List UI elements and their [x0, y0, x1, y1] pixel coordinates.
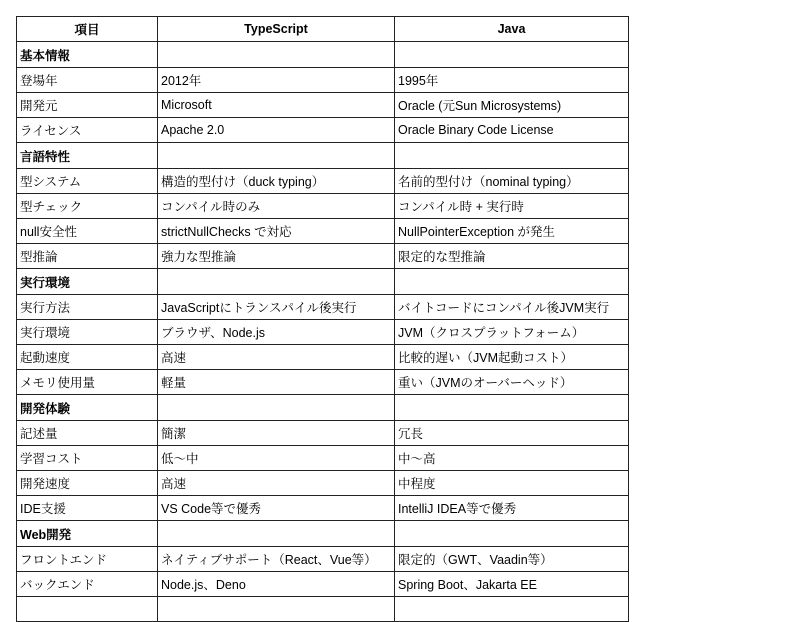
java-cell [395, 269, 629, 295]
java-cell [395, 143, 629, 169]
item-cell: 記述量 [17, 421, 158, 446]
java-cell: 名前的型付け（nominal typing） [395, 169, 629, 194]
table-row [17, 118, 629, 143]
item-cell: ライセンス [17, 118, 158, 143]
item-cell: 学習コスト [17, 446, 158, 471]
java-cell: Oracle (元Sun Microsystems) [395, 93, 629, 118]
table-row [17, 68, 629, 93]
java-cell: 限定的（GWT、Vaadin等） [395, 547, 629, 572]
java-cell: 限定的な型推論 [395, 244, 629, 269]
typescript-cell [158, 269, 395, 295]
table-row [17, 572, 629, 597]
item-cell: 起動速度 [17, 345, 158, 370]
item-cell: 実行環境 [17, 320, 158, 345]
table-row [17, 194, 629, 219]
section-row [17, 42, 629, 68]
header-item: 項目 [17, 17, 158, 42]
java-cell: バイトコードにコンパイル後JVM実行 [395, 295, 629, 320]
typescript-cell: Apache 2.0 [158, 118, 395, 143]
section-heading: Web開発 [17, 521, 158, 547]
table-row [17, 320, 629, 345]
table-row [17, 471, 629, 496]
section-heading: 基本情報 [17, 42, 158, 68]
item-cell: 型推論 [17, 244, 158, 269]
table-body [17, 42, 629, 622]
table-row [17, 244, 629, 269]
typescript-cell: Microsoft [158, 93, 395, 118]
java-cell: 冗長 [395, 421, 629, 446]
typescript-cell: コンパイル時のみ [158, 194, 395, 219]
java-cell: Spring Boot、Jakarta EE [395, 572, 629, 597]
typescript-cell [158, 395, 395, 421]
typescript-cell: 低～中 [158, 446, 395, 471]
table-row [17, 446, 629, 471]
item-cell: null安全性 [17, 219, 158, 244]
java-cell: コンパイル時 + 実行時 [395, 194, 629, 219]
table-row [17, 597, 629, 622]
table-row [17, 547, 629, 572]
section-row [17, 143, 629, 169]
typescript-cell: 構造的型付け（duck typing） [158, 169, 395, 194]
item-cell: IDE支援 [17, 496, 158, 521]
typescript-cell: 高速 [158, 345, 395, 370]
item-cell: バックエンド [17, 572, 158, 597]
typescript-cell [158, 143, 395, 169]
java-cell [395, 521, 629, 547]
typescript-cell: 軽量 [158, 370, 395, 395]
java-cell: 中程度 [395, 471, 629, 496]
section-heading: 言語特性 [17, 143, 158, 169]
java-cell: NullPointerException が発生 [395, 219, 629, 244]
typescript-cell [158, 597, 395, 622]
java-cell: 重い（JVMのオーバーヘッド） [395, 370, 629, 395]
item-cell: フロントエンド [17, 547, 158, 572]
typescript-cell: ネイティブサポート（React、Vue等） [158, 547, 395, 572]
typescript-cell: Node.js、Deno [158, 572, 395, 597]
table-row [17, 421, 629, 446]
java-cell [395, 42, 629, 68]
header-row [17, 17, 629, 42]
item-cell: 開発速度 [17, 471, 158, 496]
typescript-cell: 簡潔 [158, 421, 395, 446]
table-row [17, 169, 629, 194]
section-heading: 実行環境 [17, 269, 158, 295]
typescript-cell [158, 42, 395, 68]
table-row [17, 345, 629, 370]
table-row [17, 496, 629, 521]
section-row [17, 395, 629, 421]
table-row [17, 219, 629, 244]
table-row [17, 295, 629, 320]
java-cell: 中～高 [395, 446, 629, 471]
typescript-cell [158, 521, 395, 547]
java-cell [395, 597, 629, 622]
typescript-cell: 強力な型推論 [158, 244, 395, 269]
java-cell: 比較的遅い（JVM起動コスト） [395, 345, 629, 370]
comparison-table [16, 16, 629, 622]
typescript-cell: VS Code等で優秀 [158, 496, 395, 521]
item-cell: 登場年 [17, 68, 158, 93]
table-row [17, 93, 629, 118]
java-cell: Oracle Binary Code License [395, 118, 629, 143]
item-cell: メモリ使用量 [17, 370, 158, 395]
java-cell [395, 395, 629, 421]
section-row [17, 521, 629, 547]
table-row [17, 370, 629, 395]
java-cell: JVM（クロスプラットフォーム） [395, 320, 629, 345]
typescript-cell: JavaScriptにトランスパイル後実行 [158, 295, 395, 320]
item-cell: 型チェック [17, 194, 158, 219]
header-typescript: TypeScript [158, 17, 395, 42]
typescript-cell: 2012年 [158, 68, 395, 93]
header-java: Java [395, 17, 629, 42]
java-cell: IntelliJ IDEA等で優秀 [395, 496, 629, 521]
typescript-cell: 高速 [158, 471, 395, 496]
item-cell: 実行方法 [17, 295, 158, 320]
item-cell [17, 597, 158, 622]
item-cell: 型システム [17, 169, 158, 194]
section-heading: 開発体験 [17, 395, 158, 421]
typescript-cell: ブラウザ、Node.js [158, 320, 395, 345]
java-cell: 1995年 [395, 68, 629, 93]
section-row [17, 269, 629, 295]
item-cell: 開発元 [17, 93, 158, 118]
typescript-cell: strictNullChecks で対応 [158, 219, 395, 244]
